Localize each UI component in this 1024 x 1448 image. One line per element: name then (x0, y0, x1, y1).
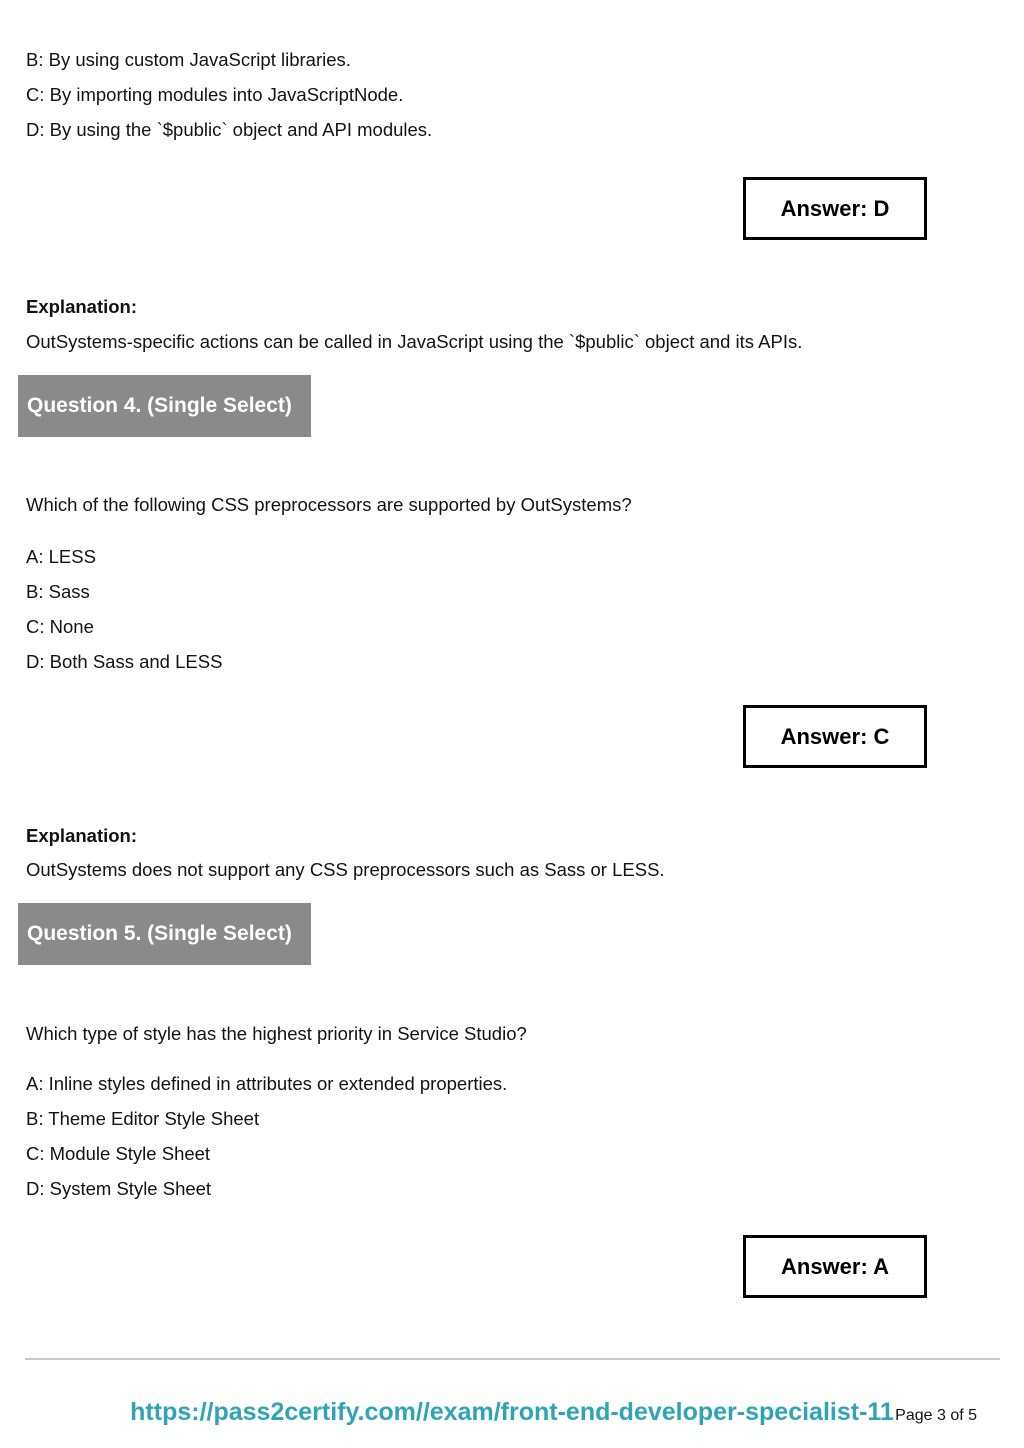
answer-box-question-4 (743, 705, 927, 768)
answer-label: Answer: D (780, 195, 890, 221)
question-5-text: Which type of style has the highest priority in Service Studio? (26, 1023, 527, 1044)
answer-box-question-3 (743, 177, 927, 240)
question-5-option-c: C: Module Style Sheet (26, 1143, 211, 1164)
page-number-indicator: Page 3 of 5 (895, 1407, 977, 1424)
question-4-banner (18, 375, 311, 437)
question-4-banner-label: Question 4. (Single Select) (27, 394, 292, 417)
question-4-option-d: D: Both Sass and LESS (26, 651, 223, 672)
exam-url-link[interactable]: https://pass2certify.com//exam/front-end-developer-specialist-11 (130, 1398, 894, 1426)
answer-label: Answer: A (781, 1253, 889, 1279)
explanation-heading: Explanation: (26, 825, 138, 846)
answer-option-d: D: By using the `$public` object and API modules. (26, 119, 433, 140)
explanation-text: OutSystems does not support any CSS preprocessors such as Sass or LESS. (26, 859, 665, 880)
answer-option-c: C: By importing modules into JavaScriptNode. (26, 84, 404, 105)
answer-option-b: B: By using custom JavaScript libraries. (26, 49, 351, 70)
question-5-banner-label: Question 5. (Single Select) (27, 922, 292, 945)
question-5-option-a: A: Inline styles defined in attributes or extended properties. (26, 1073, 508, 1094)
answer-box-question-5 (743, 1235, 927, 1298)
question-4-option-a: A: LESS (26, 546, 96, 567)
question-4-text: Which of the following CSS preprocessors are supported by OutSystems? (26, 494, 632, 515)
footer-divider (25, 1358, 1000, 1360)
question-5-option-d: D: System Style Sheet (26, 1178, 212, 1199)
question-5-option-b: B: Theme Editor Style Sheet (26, 1108, 260, 1129)
answer-label: Answer: C (780, 723, 890, 749)
question-4-option-b: B: Sass (26, 581, 90, 602)
question-5-banner (18, 903, 311, 965)
question-4-option-c: C: None (26, 616, 94, 637)
explanation-heading: Explanation: (26, 296, 138, 317)
explanation-text: OutSystems-specific actions can be called in JavaScript using the `$public` object and its APIs. (26, 331, 803, 352)
